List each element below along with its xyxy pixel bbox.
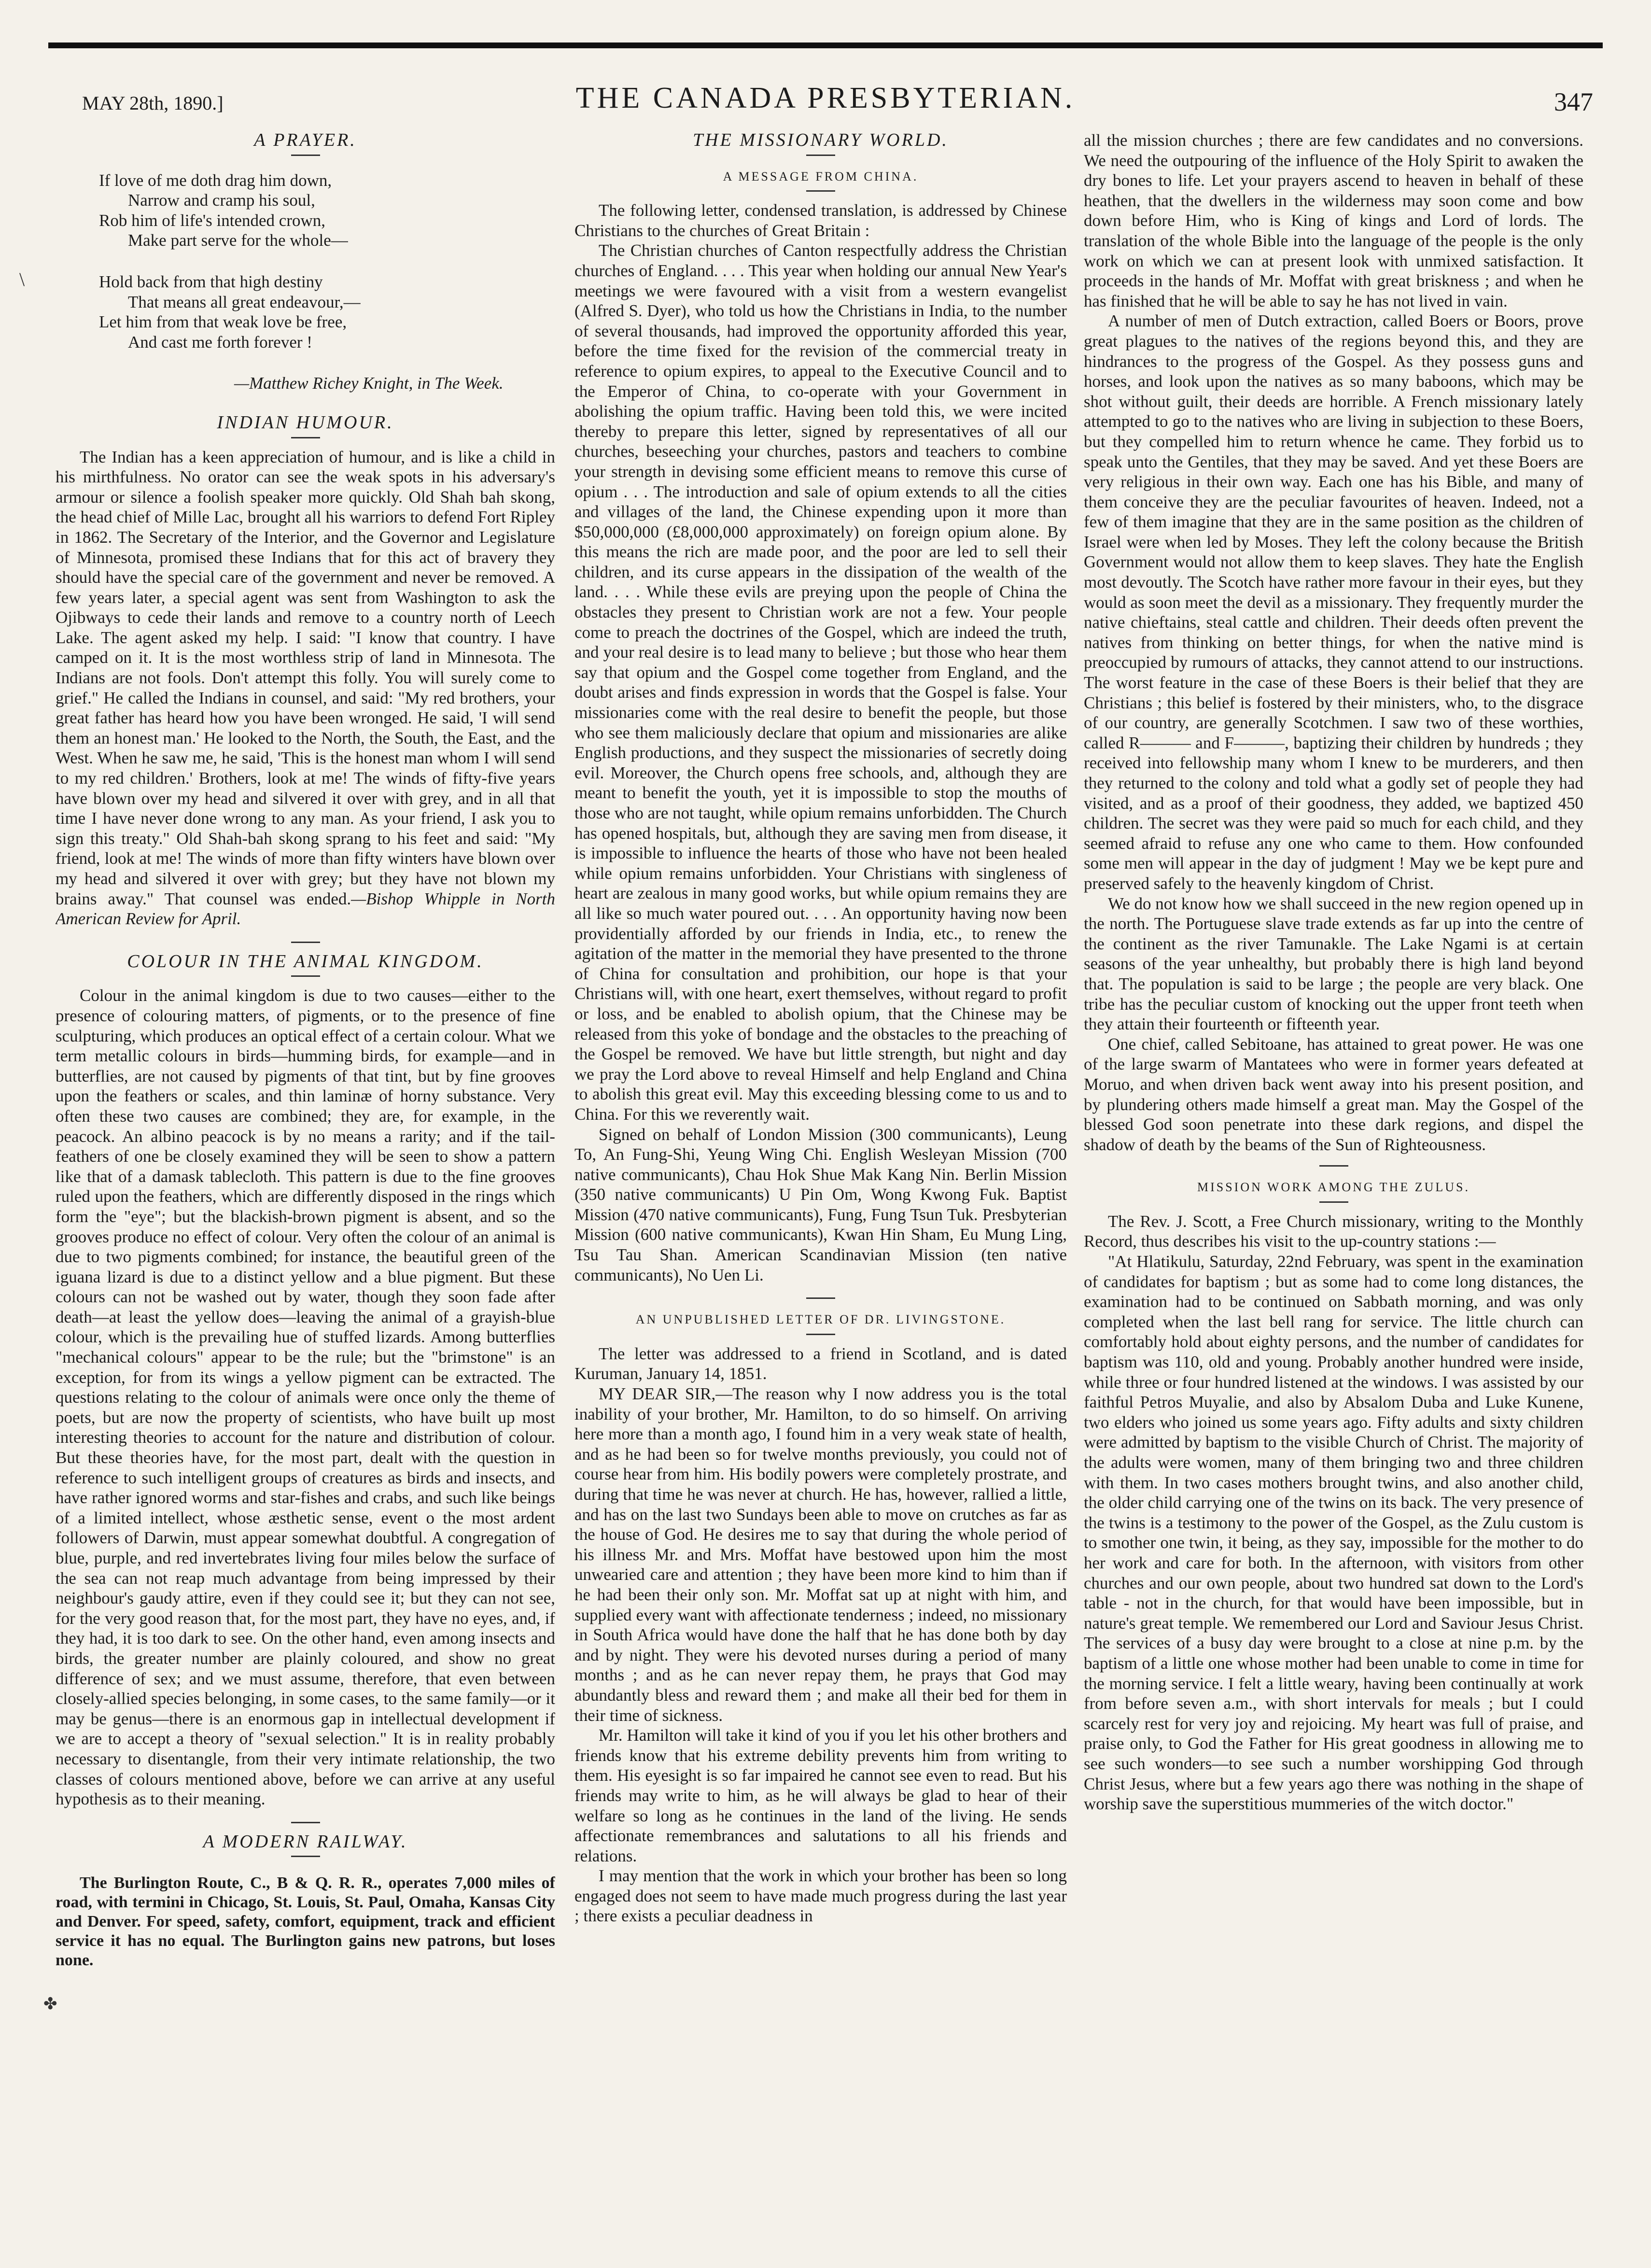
poem-line: Let him from that weak love be free, xyxy=(99,312,347,332)
column-left xyxy=(56,130,555,2245)
livingstone-letter-3: I may mention that the work in which your brother has been so long engaged does not seem to have made much progress during the last year ; there exists a peculiar deadness in xyxy=(574,1866,1067,1926)
colour-text: Colour in the animal kingdom is due to two causes—either to the presence of colouring matters, of pigments, or to the presence of fine sculpturing, which produces an optical effect of a certain colour. What we term metallic colours in birds—humming birds, for example—and in butterflies, are not caused by pigments of that tint, but by fine grooves upon the feathers or scales, and thin laminæ of horny substance. Very often these two causes are combined; they are, for example, in the peacock. An albino peacock is by no means a rarity; and if the tail-feathers of one be closely examined they will be seen to show a pattern like that of a damask tablecloth. This pattern is due to the fine grooves ruled upon the feathers, which are differently disposed in the rings which form the "eye"; but the blackish-brown pigment is absent, and so the grooves produce no effect of colour. Very often the colour of an animal is due to two pigments combined; for instance, the beautiful green of the iguana lizard is due to a distinct yellow and a blue pigment. But these colours can not be washed out by water, though they soon fade after death—at least the yellow does—leaving the animal of a grayish-blue colour, which is the prevailing hue of stuffed lizards. Among butterflies "mechanical colours" appear to be the rule; but the "brimstone" is an exception, for from its wings a yellow pigment can be extracted. The questions relating to the colour of animals were once only the theme of poets, but are now the property of scientists, who have built up most interesting theories to account for the nature and distribution of colour. But these theories have, for the most part, dealt with the question in reference to such intelligent groups of creatures as birds and insects, and have rather ignored worms and star-fishes and crabs, and such like beings of a limited intellect, whose æsthetic sense, event o the most ardent followers of Darwin, must appear somewhat doubtful. A congregation of blue, purple, and red invertebrates living four miles below the surface of the sea can not reap much advantage from being impressed by their neighbour's gaudy attire, even if they could see it; but they can not see, for the very good reason that, for the most part, they have no eyes, and, if they had, it is too dark to see. On the other hand, even among insects and birds, the greater number are plainly coloured, and show no great difference of sex; and we must assume, therefore, that even between closely-allied species belonging, in some cases, to the same family—or it may be genus—there is an enormous gap in intellectual development if we are to accept a theory of "sexual selection." It is in reality probably necessary to disentangle, from their very intimate relationship, the two classes of colours mentioned above, before we can arrive at any useful hypothesis as to their meaning. xyxy=(56,986,555,1809)
page-number: 347 xyxy=(1554,87,1593,116)
divider xyxy=(291,1856,320,1857)
china-letter: The Christian churches of Canton respectfully address the Christian churches of England. . . . This year when holding our annual New Year's meetings we were favoured with a visit from a western evangelist (Alfred S. Dyer), who told us how the Christians in India, to the number of several thousands, had improved the opportunity afforded this year, before the time fixed for the revision of the commercial treaty in reference to opium expires, to appeal to the Executive Council and to the Emperor of China, to co-operate with your Government in abolishing the opium traffic. Having been told this, we were incited thereby to prepare this letter, signed by representatives of all our churches, beseeching your churches, pastors and teachers to combine your strength in devising some efficient means to remove this curse of opium . . . The introduction and sale of opium extends to all the cities and villages of the land, the Chinese expending upon it more than $50,000,000 (£8,000,000 approximately) on foreign opium alone. By this means the rich are made poor, and the poor are led to sell their children, and its curse appears in the dissipation of the wealth of the land. . . . While these evils are preying upon the people of China the obstacles they present to Christian work are not a few. Your people come to preach the doctrines of the Gospel, which are indeed the truth, and your real desire is to lead many to believe ; but those who hear them say that opium and the Gospel come together from England, and the doubt arises and finds expression in words that the Gospel is false. Your missionaries come with the real desire to benefit the people, but those who see them maliciously declare that opium and missionaries are alike English productions, and they suspect the missionaries of secretly doing evil. Moreover, the Church opens free schools, and, although they are meant to benefit the youth, yet it is impossible to stop the mouths of those who are not taught, while opium remains unforbidden. The Church has opened hospitals, but, although they are saving men from disease, it is impossible to influence the hearts of those who have not been healed while opium remains unforbidden. Your Christians with singleness of heart are zealous in many good works, but while opium remains they are all like so much water poured out. . . . An opportunity having now been providentially afforded by our friends in India, etc., to renew the agitation of the matter in the memorial they have presented to the throne of China for consultation and prohibition, our hope is that your Christians will, with one heart, exert themselves, without regard to profit or loss, and be enabled to abolish opium, that the Chinese may be released from this yoke of bondage and the obstacles to the preaching of the Gospel be removed. We have but little strength, but night and day we pray the Lord above to reveal Himself and help England and China to abolish this great evil. May this exceeding blessing come to us and to China. For this we reverently wait. xyxy=(574,241,1067,1124)
margin-mark: \ xyxy=(19,268,25,290)
poem-line: Narrow and cramp his soul, xyxy=(128,191,315,210)
divider xyxy=(1319,1165,1348,1167)
livingstone-continued-4: One chief, called Sebitoane, has attained to great power. He was one of the large swarm of Mantatees who were in former years defeated at Moruo, and when driven back went away into his present position, and by plundering others made himself a great man. May the Gospel of the blessed God soon penetrate into these dark regions, and dispel the shadow of death by the beams of the Sun of Righteousness. xyxy=(1084,1034,1583,1154)
missionary-world-title: THE MISSIONARY WORLD. xyxy=(693,130,949,150)
railway-title: A MODERN RAILWAY. xyxy=(203,1831,408,1852)
china-signatories: Signed on behalf of London Mission (300 communicants), Leung To, An Fung-Shi, Yeung Wing Chi. English Wesleyan Mission (700 native communicants), Chau Hok Shue Mak Kang Nin. Berlin Mission (350 native communicants) U Pin Om, Wong Kwong Fuk. Baptist Mission (470 native communicants), Fung, Fung Tsun Tuk. Presbyterian Mission (600 native communicants), Kwan Hin Sham, Eu Mung Ling, Tsu Tau Shan. American Scandinavian Mission (ten native communicants), No Uen Li. xyxy=(574,1125,1067,1284)
livingstone-continued-3: We do not know how we shall succeed in the new region opened up in the north. The Portuguese slave trade extends as far up into the centre of the continent as the river Tamunakle. The Lake Ngami is at certain seasons of the year unhealthy, but probably there is high land beyond that. The population is said to be large ; the people are very black. One tribe has the peculiar custom of knocking out the upper front teeth when they attain their fourteenth or fifteenth year. xyxy=(1084,894,1583,1034)
livingstone-subtitle: AN UNPUBLISHED LETTER OF DR. LIVINGSTONE. xyxy=(635,1312,1006,1327)
poem-line: If love of me doth drag him down, xyxy=(99,170,332,190)
margin-mark-2: ✤ xyxy=(43,1995,57,2013)
colour-title: COLOUR IN THE ANIMAL KINGDOM. xyxy=(127,951,484,972)
column-right xyxy=(1084,130,1583,2245)
divider xyxy=(806,1334,835,1335)
divider xyxy=(1319,1201,1348,1203)
poem-attribution: —Matthew Richey Knight, in The Week. xyxy=(234,374,504,393)
divider xyxy=(806,190,835,192)
humour-text: The Indian has a keen appreciation of humour, and is like a child in his mirthfulness. No orator can see the weak spots in his adversary's armour or silence a foolish speaker more quickly. Old Shah bah skong, the head chief of Mille Lac, brought all his warriors to defend Fort Ripley in 1862. The Secretary of the Interior, and the Governor and Legislature of Minnesota, promised these Indians that for this act of bravery they should have the special care of the government and never be removed. A few years later, a special agent was sent from Washington to ask the Ojibways to cede their lands and remove to a country north of Leech Lake. The agent asked my help. I said: "I know that country. I have camped on it. It is the most worthless strip of land in Minnesota. The Indians are not fools. Don't attempt this folly. You will surely come to grief." He called the Indians in counsel, and said: "My red brothers, your great father has heard how you have been wronged. He said, 'I will send them an honest man.' He looked to the North, the South, the East, and the West. When he saw me, he said, 'This is the honest man whom I will send to my red children.' Brothers, look at me! The winds of fifty-five years have blown over my head and silvered it over with grey, and in all that time I have never done wrong to any man. As your friend, I ask you to sign this treaty." Old Shah-bah skong sprang to his feet and said: "My friend, look at me! The winds of more than fifty winters have blown over my head and silvered it over with grey; but they have not blown my brains away." That counsel was ended.—Bishop Whipple in North American Review for April. xyxy=(56,447,555,929)
prayer-title: A PRAYER. xyxy=(254,130,357,150)
livingstone-letter-2: Mr. Hamilton will take it kind of you if you let his other brothers and friends know that his extreme debility prevents him from writing to them. His eyesight is so far impaired he cannot see even to read. But his friends may write to him, as he will always be glad to hear of their welfare so long as he continues in the land of the living. He sends affectionate remembrances and salutations to all his friends and relations. xyxy=(574,1726,1067,1865)
china-intro: The following letter, condensed translation, is addressed by Chinese Christians to the churches of Great Britain : xyxy=(574,201,1067,240)
divider xyxy=(291,437,320,438)
poem-line: Hold back from that high destiny xyxy=(99,272,323,291)
divider xyxy=(291,1822,320,1823)
livingstone-continued-2: A number of men of Dutch extraction, called Boers or Boors, prove great plagues to the natives of the regions beyond this, and they are hindrances to the progress of the Gospel. As they possess guns and horses, and look upon the natives as so many baboons, which may be shot without guilt, their deeds are horrible. A French missionary lately attempted to go to the natives who are living in subjection to these Boers, but they compelled him to return whence he came. They forbid us to speak unto the Gentiles, that they may be saved. And yet these Boers are very religious in their own way. Each one has his Bible, and many of them conceive they are the peculiar favourites of heaven. Indeed, not a few of them imagine that they are in the same position as the children of Israel were when led by Moses. They left the colony because the British Government would not allow them to keep slaves. They hate the English most devoutly. The Scotch have rather more favour in their eyes, but they would as soon meet the devil as a missionary. They frequently murder the native chieftains, steal cattle and children. Their deeds often prevent the natives from thinking on better things, for when the native mind is preoccupied by rumours of attacks, they cannot attend to our instructions. The worst feature in the case of these Boers is their belief that they are Christians ; this belief is fostered by their ministers, who, to the disgrace of our country, are generally Scotchmen. I saw two of these worthies, called R——— and F———, baptizing their children by hundreds ; they received into fellowship many whom I knew to be murderers, and then they returned to the colony and told what a godly set of people they had visited, and as a proof of their goodness, they added, we baptized 450 children. The secret was they were paid so much for each child, and they seemed afraid to refuse any one who came to them. How confounded some men will appear in the day of judgment ! May we be kept pure and preserved safely to the heavenly kingdom of Christ. xyxy=(1084,311,1583,893)
humour-attribution: —Bishop Whipple in North American Review for April. xyxy=(56,889,555,929)
china-subtitle: A MESSAGE FROM CHINA. xyxy=(723,169,919,183)
livingstone-letter-1: MY DEAR SIR,—The reason why I now address you is the total inability of your brother, Mr. Hamilton, to do so himself. On arriving here more than a month ago, I found him in a very weak state of health, and as he had been so for twelve months previously, you could not of course hear from him. His bodily powers were completely prostrate, and during that time he was never at church. He has, however, rallied a little, and has on the last two Sundays been able to move on crutches as far as the house of God. He desires me to say that during the whole period of his illness Mr. and Mrs. Moffat have bestowed upon him the most unwearied care and attention ; they have been more kind to him than if he had been their only son. Mr. Moffat sat up at night with him, and supplied every want with affectionate tenderness ; indeed, no missionary in South Africa would have done the half that he has done both by day and by night. They were his devoted nurses during a period of many months ; and as he can never repay them, he prays that God may abundantly bless and reward them ; and make all their bed for them in their time of sickness. xyxy=(574,1384,1067,1725)
prayer-poem xyxy=(99,170,555,394)
railway-advert: The Burlington Route, C., B & Q. R. R., operates 7,000 miles of road, with termini in Chicago, St. Louis, St. Paul, Omaha, Kansas City and Denver. For speed, safety, comfort, equipment, track and efficient service it has no equal. The Burlington gains new patrons, but loses none. xyxy=(56,1874,555,1970)
poem-stanza xyxy=(99,272,555,352)
masthead xyxy=(48,72,1603,130)
issue-date: MAY 28th, 1890.] xyxy=(82,92,224,114)
divider xyxy=(806,155,835,156)
newspaper-title: THE CANADA PRESBYTERIAN. xyxy=(575,82,1076,114)
poem-line: That means all great endeavour,— xyxy=(128,292,361,311)
column-middle xyxy=(574,130,1067,2245)
divider xyxy=(806,1297,835,1299)
zulus-letter: "At Hlatikulu, Saturday, 22nd February, was spent in the examination of candidates for baptism ; but as some had to come long distances, the examination had to be continued on Sabbath morning, and was only completed when the last bell rang for service. The little church can comfortably hold about eighty persons, and the number of candidates for baptism was 110, old and young. Probably another hundred were inside, while three or four hundred listened at the windows. I was assisted by our faithful Petros Muyalie, and also by Absalom Duba and Luke Kunene, two elders who joined us some years ago. Fifty adults and sixty children were admitted by baptism to the visible Church of Christ. The majority of the adults were women, many of them bringing two and three children with them. In two cases mothers brought twins, and also another child, the older child carrying one of the twins on its back. The very presence of the twins is a testimony to the power of the Gospel, as the Zulu custom is to smother one twin, it being, as they say, impossible for the mother to do her work and care for both. In the afternoon, with visitors from other churches and our own people, about two hundred sat down to the Lord's table - not in the church, for that would have been impossible, but in nature's great temple. We remembered our Lord and Saviour Jesus Christ. The services of a busy day were brought to a close at nine p.m. by the baptism of a little one whose mother had been unable to come in time for the morning service. I felt a little weary, having been continually at work from before seven a.m., with short intervals for meals ; but I could scarcely rest for very joy and rejoicing. My heart was full of praise, and praise only, to God the Father for His great goodness in allowing me to see such wonders—to see such a number worshipping God through Christ Jesus, where but a few years ago there was nothing in the shape of worship save the superstitious mummeries of the witch doctor." xyxy=(1084,1252,1583,1814)
livingstone-continued-1: all the mission churches ; there are few candidates and no conversions. We need the outpouring of the influence of the Holy Spirit to awaken the dry bones to life. Let your prayers ascend to heaven in behalf of these heathen, that the dwellers in the wilderness may soon come and bow down before Him, who is King of kings and Lord of lords. The translation of the whole Bible into the language of the people is the only work on which we can at present look with unmixed satisfaction. It proceeds in the hands of Mr. Moffat with great briskness ; and when he has finished that he will be able to say he has not lived in vain. xyxy=(1084,131,1583,310)
humour-title: INDIAN HUMOUR. xyxy=(217,412,394,433)
divider xyxy=(291,975,320,977)
divider xyxy=(291,942,320,943)
divider xyxy=(291,155,320,156)
poem-line: Make part serve for the whole— xyxy=(128,231,348,250)
poem-line: Rob him of life's intended crown, xyxy=(99,211,325,230)
top-rule xyxy=(48,42,1603,48)
poem-line: And cast me forth forever ! xyxy=(128,332,312,352)
livingstone-intro: The letter was addressed to a friend in Scotland, and is dated Kuruman, January 14, 1851. xyxy=(574,1344,1067,1383)
zulus-subtitle: MISSION WORK AMONG THE ZULUS. xyxy=(1197,1180,1470,1195)
zulus-intro: The Rev. J. Scott, a Free Church missionary, writing to the Monthly Record, thus describes his visit to the up-country stations :— xyxy=(1084,1211,1583,1251)
poem-stanza xyxy=(99,170,555,251)
